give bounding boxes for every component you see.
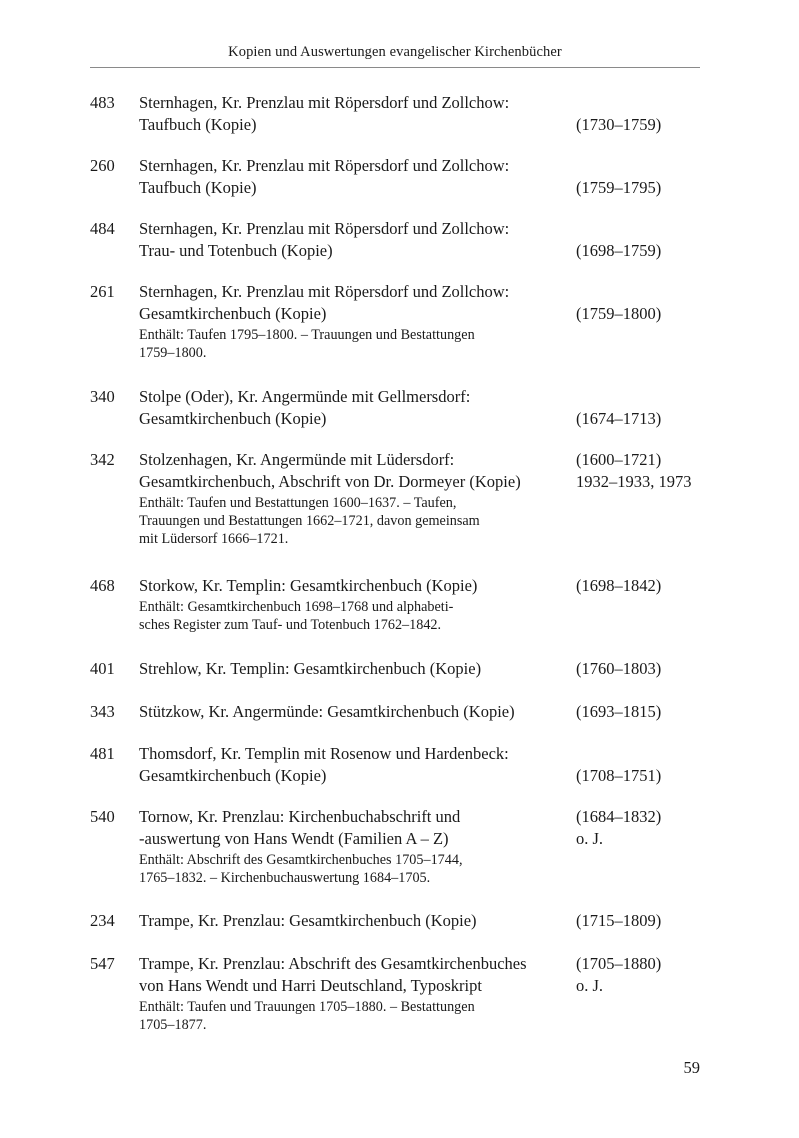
entry-number: 468 bbox=[90, 576, 115, 595]
entry-number: 343 bbox=[90, 702, 115, 721]
entry-dates bbox=[576, 218, 796, 262]
entry-title-line: Trampe, Kr. Prenzlau: Abschrift des Gesamtkirchenbuches bbox=[139, 954, 527, 973]
entry-number: 401 bbox=[90, 659, 115, 678]
entry-title-line: Stolpe (Oder), Kr. Angermünde mit Gellmersdorf: bbox=[139, 387, 471, 406]
entry-number: 547 bbox=[90, 954, 115, 973]
entry-note-line: Enthält: Taufen 1795–1800. – Trauungen und Bestattungen bbox=[139, 327, 475, 343]
entry-number: 340 bbox=[90, 387, 115, 406]
entry-note-line: Enthält: Taufen und Bestattungen 1600–1637. – Taufen, bbox=[139, 495, 457, 511]
entry-number: 342 bbox=[90, 450, 115, 469]
entry-note-line: mit Lüdersorf 1666–1721. bbox=[139, 531, 289, 547]
entry-dates bbox=[576, 658, 796, 680]
entry-date-range: (1693–1815) bbox=[576, 702, 662, 721]
entry-date-range: (1760–1803) bbox=[576, 659, 662, 678]
entry-description bbox=[139, 701, 559, 723]
entry-number: 483 bbox=[90, 93, 115, 112]
entry-title-line: Trampe, Kr. Prenzlau: Gesamtkirchenbuch (Kopie) bbox=[139, 911, 477, 930]
entry-title-line: Gesamtkirchenbuch (Kopie) bbox=[139, 766, 327, 785]
entry-number: 481 bbox=[90, 744, 115, 763]
entry-title-line: Storkow, Kr. Templin: Gesamtkirchenbuch (Kopie) bbox=[139, 576, 478, 595]
entry-description bbox=[139, 953, 559, 1034]
entry-date-range: (1684–1832) bbox=[576, 807, 662, 826]
entry-date-range: (1715–1809) bbox=[576, 911, 662, 930]
entry-description bbox=[139, 92, 559, 136]
entry-dates bbox=[576, 910, 796, 932]
entry-date-range: (1674–1713) bbox=[576, 409, 662, 428]
running-header: Kopien und Auswertungen evangelischer Kirchenbücher bbox=[228, 44, 562, 60]
entry-title-line: Trau- und Totenbuch (Kopie) bbox=[139, 241, 333, 260]
entry-number: 261 bbox=[90, 282, 115, 301]
entry-dates bbox=[576, 701, 796, 723]
entry-dates bbox=[576, 281, 796, 325]
entry-title-line: Taufbuch (Kopie) bbox=[139, 178, 257, 197]
entry-date-range: (1698–1759) bbox=[576, 241, 662, 260]
entry-number: 540 bbox=[90, 807, 115, 826]
entry-description bbox=[139, 575, 559, 634]
entry-note-line: 1705–1877. bbox=[139, 1017, 207, 1033]
entry-note bbox=[139, 598, 559, 634]
entry-dates bbox=[576, 575, 796, 597]
entry-title-line: Thomsdorf, Kr. Templin mit Rosenow und Hardenbeck: bbox=[139, 744, 509, 763]
entry-note-line: Enthält: Taufen und Trauungen 1705–1880. – Bestattungen bbox=[139, 999, 475, 1015]
entry-title-line: Sternhagen, Kr. Prenzlau mit Röpersdorf und Zollchow: bbox=[139, 219, 510, 238]
entry-title-line: Gesamtkirchenbuch (Kopie) bbox=[139, 409, 327, 428]
entry-dates bbox=[576, 92, 796, 136]
entry-note bbox=[139, 326, 559, 362]
entry-title-line: Sternhagen, Kr. Prenzlau mit Röpersdorf und Zollchow: bbox=[139, 282, 510, 301]
entry-date-range bbox=[576, 386, 796, 408]
entry-date-range: (1730–1759) bbox=[576, 115, 662, 134]
entry-date-range bbox=[576, 743, 796, 765]
entry-number: 260 bbox=[90, 156, 115, 175]
entry-note-line: Trauungen und Bestattungen 1662–1721, davon gemeinsam bbox=[139, 513, 480, 529]
entry-number: 234 bbox=[90, 911, 115, 930]
entry-date-range: (1708–1751) bbox=[576, 766, 662, 785]
entry-title-line: Gesamtkirchenbuch, Abschrift von Dr. Dormeyer (Kopie) bbox=[139, 472, 521, 491]
entry-date-range: (1600–1721) bbox=[576, 450, 662, 469]
entry-note-line: 1765–1832. – Kirchenbuchauswertung 1684–1705. bbox=[139, 870, 431, 886]
entry-dates bbox=[576, 953, 796, 997]
entry-description bbox=[139, 218, 559, 262]
entry-description bbox=[139, 386, 559, 430]
entry-note bbox=[139, 851, 559, 887]
entry-description bbox=[139, 910, 559, 932]
entry-dates bbox=[576, 806, 796, 850]
entry-description bbox=[139, 806, 559, 887]
entry-date-range bbox=[576, 155, 796, 177]
entry-title-line: Gesamtkirchenbuch (Kopie) bbox=[139, 304, 327, 323]
entry-title-line: Sternhagen, Kr. Prenzlau mit Röpersdorf und Zollchow: bbox=[139, 156, 510, 175]
entry-title-line: -auswertung von Hans Wendt (Familien A – Z) bbox=[139, 829, 449, 848]
entry-dates bbox=[576, 743, 796, 787]
entry-title-line: von Hans Wendt und Harri Deutschland, Typoskript bbox=[139, 976, 482, 995]
entry-title-line: Tornow, Kr. Prenzlau: Kirchenbuchabschrift und bbox=[139, 807, 461, 826]
entry-description bbox=[139, 743, 559, 787]
entry-note-line: sches Register zum Tauf- und Totenbuch 1762–1842. bbox=[139, 617, 442, 633]
entry-description bbox=[139, 281, 559, 362]
entry-date-range bbox=[576, 92, 796, 114]
entry-title-line: Strehlow, Kr. Templin: Gesamtkirchenbuch (Kopie) bbox=[139, 659, 482, 678]
entry-note bbox=[139, 998, 559, 1034]
entry-date-range: (1698–1842) bbox=[576, 576, 662, 595]
entry-description bbox=[139, 155, 559, 199]
entry-date-range bbox=[576, 218, 796, 240]
header-rule bbox=[90, 67, 700, 68]
entry-date-range bbox=[576, 281, 796, 303]
entry-title-line: Sternhagen, Kr. Prenzlau mit Röpersdorf und Zollchow: bbox=[139, 93, 510, 112]
entry-title-line: Stützkow, Kr. Angermünde: Gesamtkirchenbuch (Kopie) bbox=[139, 702, 515, 721]
entry-title-line: Taufbuch (Kopie) bbox=[139, 115, 257, 134]
entry-number: 484 bbox=[90, 219, 115, 238]
entry-note-line: Enthält: Gesamtkirchenbuch 1698–1768 und alphabeti- bbox=[139, 599, 454, 615]
entry-date-range: (1759–1795) bbox=[576, 178, 662, 197]
page-number: 59 bbox=[683, 1058, 700, 1077]
entry-description bbox=[139, 449, 559, 548]
entry-date-range: o. J. bbox=[576, 829, 604, 848]
entry-date-range: (1705–1880) bbox=[576, 954, 662, 973]
entry-note-line: 1759–1800. bbox=[139, 345, 207, 361]
entry-dates bbox=[576, 155, 796, 199]
entry-date-range: o. J. bbox=[576, 976, 604, 995]
entry-date-range: 1932–1933, 1973 bbox=[576, 472, 692, 491]
entry-description bbox=[139, 658, 559, 680]
entry-date-range: (1759–1800) bbox=[576, 304, 662, 323]
entry-note-line: Enthält: Abschrift des Gesamtkirchenbuches 1705–1744, bbox=[139, 852, 463, 868]
entry-note bbox=[139, 494, 559, 548]
entry-dates bbox=[576, 449, 796, 493]
entry-title-line: Stolzenhagen, Kr. Angermünde mit Lüdersdorf: bbox=[139, 450, 455, 469]
entry-dates bbox=[576, 386, 796, 430]
